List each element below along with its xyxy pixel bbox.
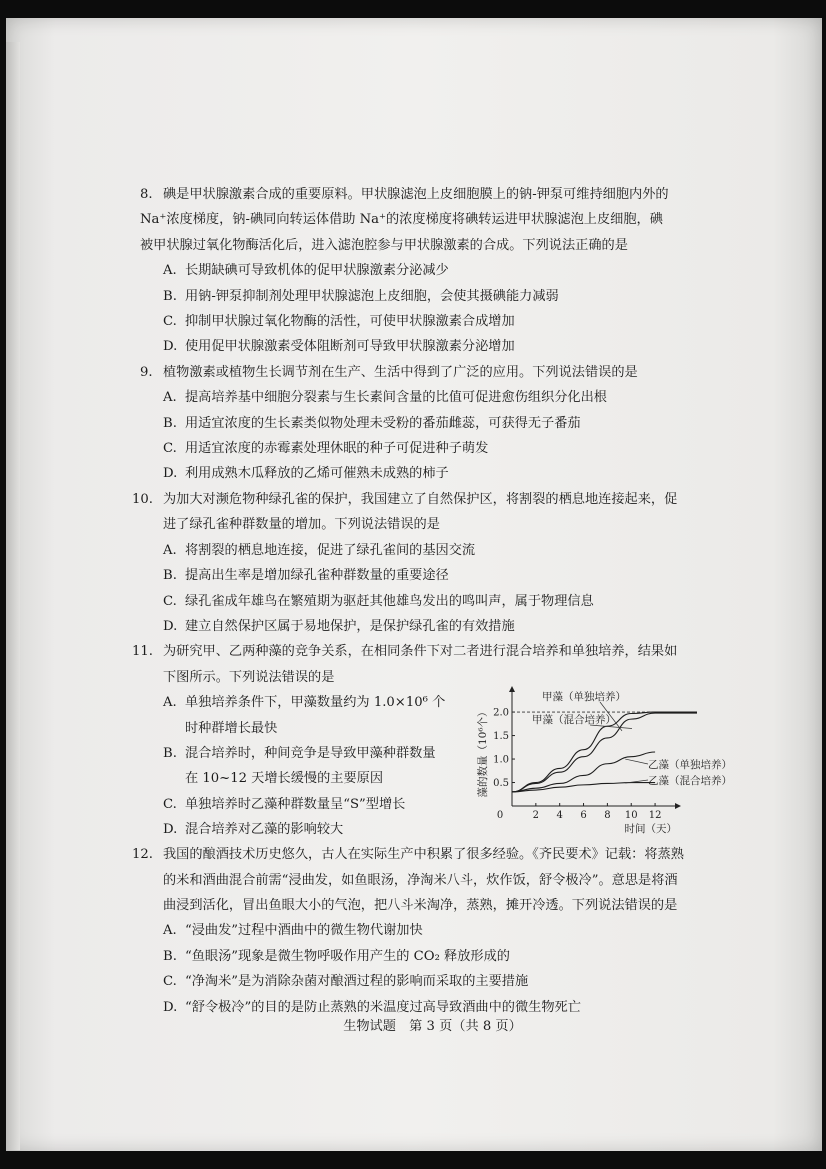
- x-tick-label: 6: [580, 810, 587, 822]
- question-stem-line: 进了绿孔雀种群数量的增加。下列说法错误的是: [163, 517, 440, 533]
- option-c: C. 抑制甲状腺过氧化物酶的活性，可使甲状腺激素合成增加: [163, 314, 515, 330]
- series-label-3: 乙藻（单独培养）: [648, 759, 732, 772]
- question-number: 12.: [132, 847, 153, 863]
- question-number: 10.: [132, 491, 153, 507]
- y-tick-label: 2.0: [493, 707, 509, 719]
- option-a: A. “浸曲发”过程中酒曲中的微生物代谢加快: [163, 923, 423, 939]
- question-stem-line: 我国的酿酒技术历史悠久，古人在实际生产中积累了很多经验。《齐民要术》记载：将蒸熟: [163, 847, 684, 863]
- page-footer: 生物试题 第 3 页（共 8 页）: [343, 1019, 522, 1034]
- option-d: D. 利用成熟木瓜释放的乙烯可催熟未成熟的柿子: [163, 466, 449, 482]
- question-9: [140, 360, 725, 385]
- option-b: B. “鱼眼汤”现象是微生物呼吸作用产生的 CO₂ 释放形成的: [163, 948, 510, 964]
- y-axis-label: 藻的数量（10⁶个）: [477, 706, 489, 798]
- option-c: C. 单独培养时乙藻种群数量呈“S”型增长: [163, 796, 406, 812]
- x-axis-label: 时间（天）: [624, 823, 677, 836]
- question-stem-line: 曲浸到活化，冒出鱼眼大小的气泡，把八斗米淘净，蒸熟，摊开冷透。下列说法错误的是: [163, 897, 678, 913]
- question-8: [140, 182, 725, 258]
- x-tick-label: 4: [556, 810, 563, 822]
- exam-page-content: [132, 182, 732, 1034]
- question-11-options: [163, 690, 473, 842]
- option-b: B. 混合培养时，种间竞争是导致甲藻种群数量: [163, 745, 436, 761]
- series-label-1: 甲藻（单独培养）: [542, 691, 626, 704]
- question-10: [132, 487, 725, 538]
- series-line-3: [512, 752, 655, 792]
- x-tick-label: 0: [496, 810, 504, 822]
- paper-stack-edge: [6, 42, 20, 1150]
- question-11-body: [140, 690, 732, 842]
- option-a-continued: 时种群增长最快: [185, 720, 278, 736]
- series-label-leader: [625, 759, 648, 764]
- option-a: A. 提高培养基中细胞分裂素与生长素间含量的比值可促进愈伤组织分化出根: [163, 390, 607, 406]
- question-number: 9.: [140, 364, 153, 380]
- option-b-continued: 在 10~12 天增长缓慢的主要原因: [185, 771, 384, 787]
- option-b: B. 用钠-钾泵抑制剂处理甲状腺滤泡上皮细胞，会使其摄碘能力减弱: [163, 288, 559, 304]
- option-b: B. 用适宜浓度的生长素类似物处理未受粉的番茄雌蕊，可获得无子番茄: [163, 415, 581, 431]
- option-d: D. 建立自然保护区属于易地保护，是保护绿孔雀的有效措施: [163, 618, 515, 634]
- x-tick-label: 2: [532, 810, 540, 822]
- option-d: D. “舒令极冷”的目的是防止蒸熟的米温度过高导致酒曲中的微生物死亡: [163, 999, 581, 1015]
- algae-growth-chart: [472, 686, 752, 836]
- x-tick-label: 8: [604, 810, 611, 822]
- option-a: A. 单独培养条件下，甲藻数量约为 1.0×10⁶ 个: [163, 695, 446, 711]
- question-stem-line: 碘是甲状腺激素合成的重要原料。甲状腺滤泡上皮细胞膜上的钠-钾泵可维持细胞内外的: [163, 187, 669, 202]
- y-tick-label: 1.0: [493, 754, 509, 766]
- question-stem-line: 植物激素或植物生长调节剂在生产、生活中得到了广泛的应用。下列说法错误的是: [163, 364, 638, 380]
- question-stem-line: 下图所示。下列说法错误的是: [163, 669, 335, 685]
- question-stem-line: 被甲状腺过氧化物酶活化后，进入滤泡腔参与甲状腺激素的合成。下列说法正确的是: [140, 237, 628, 253]
- question-number: 11.: [132, 644, 153, 660]
- question-stem-line: 为加大对濒危物种绿孔雀的保护，我国建立了自然保护区，将割裂的栖息地连接起来，促: [163, 491, 678, 507]
- x-tick-label: 12: [648, 810, 662, 822]
- option-a: A. 长期缺碘可导致机体的促甲状腺激素分泌减少: [163, 263, 449, 279]
- option-d: D. 使用促甲状腺激素受体阻断剂可导致甲状腺激素分泌增加: [163, 339, 515, 355]
- option-a: A. 将割裂的栖息地连接，促进了绿孔雀间的基因交流: [163, 542, 476, 558]
- x-tick-label: 10: [624, 810, 638, 822]
- y-tick-label: 0.5: [493, 778, 509, 790]
- option-c: C. 绿孔雀成年雄鸟在繁殖期为驱赶其他雄鸟发出的鸣叫声，属于物理信息: [163, 593, 594, 609]
- question-11: [132, 639, 725, 690]
- option-c: C. “净淘米”是为消除杂菌对酿酒过程的影响而采取的主要措施: [163, 974, 529, 990]
- y-tick-label: 1.5: [493, 731, 509, 743]
- x-axis-arrow: [675, 803, 681, 809]
- series-label-4: 乙藻（混合培养）: [648, 775, 732, 788]
- series-label-2: 甲藻（混合培养）: [532, 714, 616, 727]
- question-stem-line: 为研究甲、乙两种藻的竞争关系，在相同条件下对二者进行混合培养和单独培养，结果如: [163, 644, 678, 660]
- question-stem-line: Na⁺浓度梯度，钠-碘同向转运体借助 Na⁺的浓度梯度将碘转运进甲状腺滤泡上皮细胞，碘: [140, 212, 663, 228]
- option-d: D. 混合培养对乙藻的影响较大: [163, 822, 344, 838]
- option-c: C. 用适宜浓度的赤霉素处理休眠的种子可促进种子萌发: [163, 441, 489, 457]
- question-number: 8.: [140, 187, 153, 202]
- y-axis-arrow: [509, 686, 515, 692]
- question-12: [132, 842, 725, 918]
- option-b: B. 提高出生率是增加绿孔雀种群数量的重要途径: [163, 568, 449, 584]
- question-stem-line: 的米和酒曲混合前需“浸曲发，如鱼眼汤，净淘米八斗，炊作饭，舒令极冷”。意思是将酒: [163, 872, 678, 888]
